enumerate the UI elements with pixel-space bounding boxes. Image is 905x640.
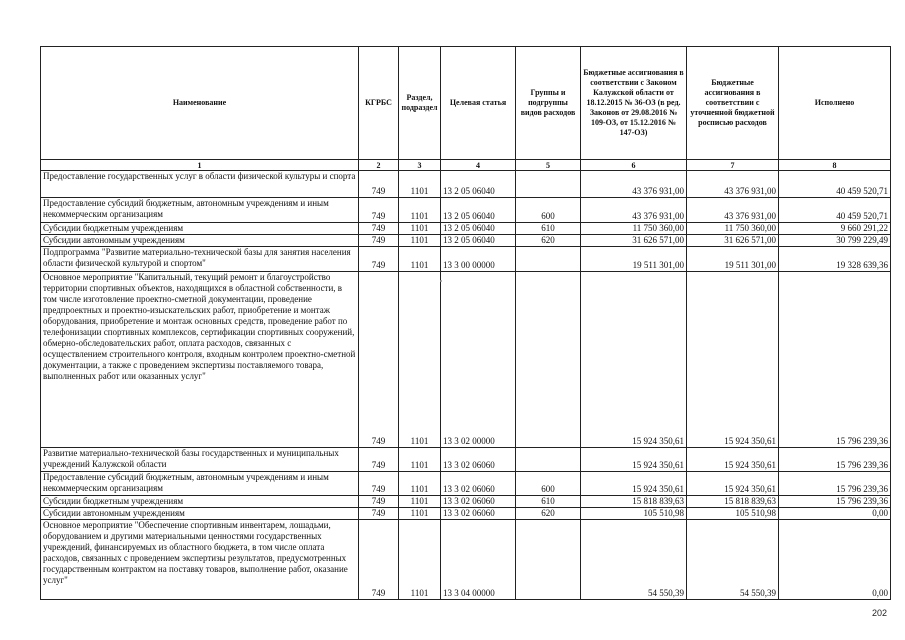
executed-cell: 0,00 (779, 520, 891, 600)
table-row (41, 198, 891, 223)
header-name: Наименование (41, 47, 359, 160)
section-cell: 1101 (399, 198, 441, 223)
budget-law-cell: 15 924 350,61 (581, 472, 687, 496)
column-number-row (41, 160, 891, 171)
header-executed: Исполнено (779, 47, 891, 160)
budget-law-cell: 54 550,39 (581, 520, 687, 600)
executed-cell: 30 799 229,49 (779, 235, 891, 247)
expense-group-cell (516, 520, 581, 600)
budget-schedule-cell: 43 376 931,00 (687, 198, 779, 223)
table-row (41, 223, 891, 235)
budget-schedule-cell: 15 924 350,61 (687, 272, 779, 448)
executed-cell: 19 328 639,36 (779, 247, 891, 272)
column-number: 8 (779, 160, 891, 171)
column-number: 6 (581, 160, 687, 171)
expense-group-cell: 610 (516, 223, 581, 235)
budget-schedule-cell: 15 924 350,61 (687, 448, 779, 472)
budget-schedule-cell: 15 924 350,61 (687, 472, 779, 496)
header-kgrbs: КГРБС (359, 47, 399, 160)
target-article-cell: 13 3 02 06060 (441, 448, 516, 472)
kgrbs-cell: 749 (359, 496, 399, 508)
column-number: 7 (687, 160, 779, 171)
budget-law-cell: 19 511 301,00 (581, 247, 687, 272)
row-name-cell: Основное мероприятие "Капитальный, текущий ремонт и благоустройство территории спортивных объектов, находящихся в областной собственности, в том числе изготовление проектно-сметной документации, проведение предпроектных и проектно-изыскательских работ, приобретение и монтаж оборудования, приобретение и монтаж основных средств, проведение работ по телефонизации спортивных комплексов, сертификации спортивных сооружений, обмерно-обследовательских работ, оплата расходов, связанных с осуществлением строительного контроля, входным контролем проектно-сметной документации, а также с проведением экспертизы поставляемого товара, выполненных работ или оказанных услуг" (41, 272, 359, 448)
table-row (41, 496, 891, 508)
section-cell: 1101 (399, 508, 441, 520)
target-article-cell: 13 3 02 06060 (441, 472, 516, 496)
target-article-cell: 13 3 02 00000 (441, 272, 516, 448)
budget-law-cell: 15 818 839,63 (581, 496, 687, 508)
column-number: 1 (41, 160, 359, 171)
row-name-cell: Предоставление государственных услуг в области физической культуры и спорта (41, 171, 359, 198)
expense-group-cell (516, 247, 581, 272)
expense-group-cell: 620 (516, 508, 581, 520)
budget-schedule-cell: 54 550,39 (687, 520, 779, 600)
kgrbs-cell: 749 (359, 448, 399, 472)
budget-schedule-cell: 105 510,98 (687, 508, 779, 520)
kgrbs-cell: 749 (359, 171, 399, 198)
budget-law-cell: 43 376 931,00 (581, 171, 687, 198)
kgrbs-cell: 749 (359, 472, 399, 496)
expense-group-cell (516, 272, 581, 448)
table-row (41, 472, 891, 496)
kgrbs-cell: 749 (359, 520, 399, 600)
expense-group-cell: 600 (516, 198, 581, 223)
budget-law-cell: 15 924 350,61 (581, 448, 687, 472)
executed-cell: 9 660 291,22 (779, 223, 891, 235)
section-cell: 1101 (399, 472, 441, 496)
expense-group-cell: 600 (516, 472, 581, 496)
budget-schedule-cell: 15 818 839,63 (687, 496, 779, 508)
section-cell: 1101 (399, 448, 441, 472)
kgrbs-cell: 749 (359, 235, 399, 247)
expense-group-cell (516, 171, 581, 198)
executed-cell: 40 459 520,71 (779, 171, 891, 198)
section-cell: 1101 (399, 223, 441, 235)
page-number: 202 (871, 608, 887, 618)
section-cell: 1101 (399, 171, 441, 198)
kgrbs-cell: 749 (359, 223, 399, 235)
section-cell: 1101 (399, 247, 441, 272)
kgrbs-cell: 749 (359, 247, 399, 272)
budget-law-cell: 15 924 350,61 (581, 272, 687, 448)
target-article-cell: 13 2 05 06040 (441, 223, 516, 235)
row-name-cell: Предоставление субсидий бюджетным, автономным учреждениям и иным некоммерческим организациям (41, 472, 359, 496)
budget-law-cell: 105 510,98 (581, 508, 687, 520)
row-name-cell: Подпрограмма "Развитие материально-технической базы для занятия населения области физической культурой и спортом" (41, 247, 359, 272)
executed-cell: 40 459 520,71 (779, 198, 891, 223)
header-row (41, 47, 891, 160)
row-name-cell: Субсидии автономным учреждениям (41, 235, 359, 247)
section-cell: 1101 (399, 520, 441, 600)
section-cell: 1101 (399, 272, 441, 448)
kgrbs-cell: 749 (359, 198, 399, 223)
table-row (41, 508, 891, 520)
table-body (41, 47, 891, 600)
column-number: 5 (516, 160, 581, 171)
row-name-cell: Развитие материально-технической базы государственных и муниципальных учреждений Калужской области (41, 448, 359, 472)
header-expense-group: Группы и подгруппы видов расходов (516, 47, 581, 160)
table-row (41, 272, 891, 448)
header-budget-law: Бюджетные ассигнования в соответствии с Законом Калужской области от 18.12.2015 № 36-ОЗ (в ред. Законов от 29.08.2016 № 109-ОЗ, от 15.12.2016 № 147-ОЗ) (581, 47, 687, 160)
budget-table (40, 46, 891, 600)
target-article-cell: 13 3 04 00000 (441, 520, 516, 600)
executed-cell: 15 796 239,36 (779, 272, 891, 448)
target-article-cell: 13 2 05 06040 (441, 235, 516, 247)
header-target-article: Целевая статья (441, 47, 516, 160)
header-budget-schedule: Бюджетные ассигнования в соответствии с уточненной бюджетной росписью расходов (687, 47, 779, 160)
row-name-cell: Субсидии бюджетным учреждениям (41, 223, 359, 235)
budget-law-cell: 31 626 571,00 (581, 235, 687, 247)
budget-schedule-cell: 43 376 931,00 (687, 171, 779, 198)
column-number: 3 (399, 160, 441, 171)
budget-schedule-cell: 11 750 360,00 (687, 223, 779, 235)
row-name-cell: Предоставление субсидий бюджетным, автономным учреждениям и иным некоммерческим организациям (41, 198, 359, 223)
scan-speck (440, 280, 442, 282)
table-row (41, 520, 891, 600)
table-row (41, 235, 891, 247)
executed-cell: 15 796 239,36 (779, 448, 891, 472)
budget-sheet (40, 46, 891, 600)
kgrbs-cell: 749 (359, 272, 399, 448)
target-article-cell: 13 3 02 06060 (441, 496, 516, 508)
budget-schedule-cell: 31 626 571,00 (687, 235, 779, 247)
table-row (41, 448, 891, 472)
header-section: Раздел, подраздел (399, 47, 441, 160)
executed-cell: 15 796 239,36 (779, 472, 891, 496)
expense-group-cell (516, 448, 581, 472)
row-name-cell: Субсидии автономным учреждениям (41, 508, 359, 520)
table-row (41, 171, 891, 198)
column-number: 4 (441, 160, 516, 171)
column-number: 2 (359, 160, 399, 171)
target-article-cell: 13 2 05 06040 (441, 171, 516, 198)
budget-schedule-cell: 19 511 301,00 (687, 247, 779, 272)
row-name-cell: Субсидии бюджетным учреждениям (41, 496, 359, 508)
expense-group-cell: 620 (516, 235, 581, 247)
budget-law-cell: 11 750 360,00 (581, 223, 687, 235)
section-cell: 1101 (399, 235, 441, 247)
target-article-cell: 13 3 02 06060 (441, 508, 516, 520)
budget-law-cell: 43 376 931,00 (581, 198, 687, 223)
row-name-cell: Основное мероприятие "Обеспечение спортивным инвентарем, лошадьми, оборудованием и другими материальными ценностями государственных учреждений, финансируемых из областного бюджета, в том числе оплата расходов, связанных с проведением экспертизы результатов, предусмотренных государственным контрактом на поставку товаров, выполнение работ, оказание услуг" (41, 520, 359, 600)
target-article-cell: 13 2 05 06040 (441, 198, 516, 223)
target-article-cell: 13 3 00 00000 (441, 247, 516, 272)
section-cell: 1101 (399, 496, 441, 508)
executed-cell: 0,00 (779, 508, 891, 520)
table-row (41, 247, 891, 272)
expense-group-cell: 610 (516, 496, 581, 508)
executed-cell: 15 796 239,36 (779, 496, 891, 508)
kgrbs-cell: 749 (359, 508, 399, 520)
